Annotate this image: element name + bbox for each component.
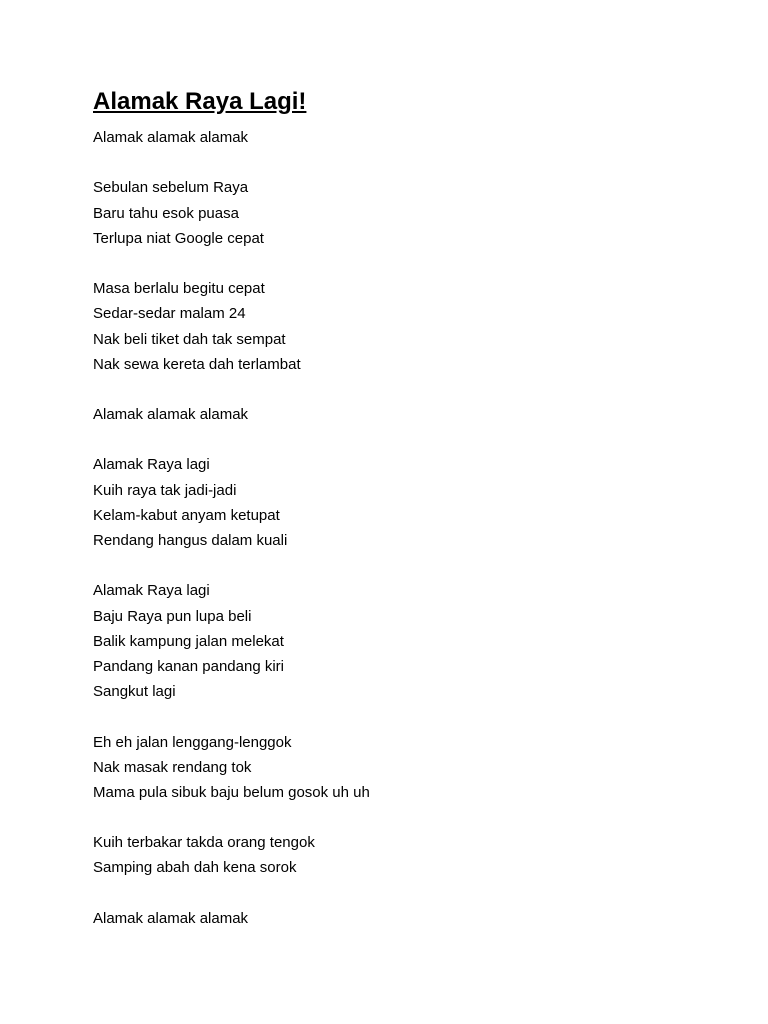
lyric-line: Baju Raya pun lupa beli	[93, 607, 252, 625]
lyric-line: Kuih raya tak jadi-jadi	[93, 481, 237, 499]
lyric-line: Alamak alamak alamak	[93, 909, 249, 927]
stanza	[93, 830, 733, 880]
stanza	[93, 276, 733, 377]
stanza	[93, 578, 733, 704]
lyric-line: Nak sewa kereta dah terlambat	[93, 355, 301, 373]
stanza	[93, 452, 733, 553]
lyric-line: Alamak Raya lagi	[93, 582, 210, 600]
stanza	[93, 730, 733, 806]
stanza	[93, 175, 733, 251]
lyric-line: Alamak alamak alamak	[93, 406, 249, 424]
lyric-line: Kuih terbakar takda orang tengok	[93, 834, 315, 852]
lyric-line: Alamak alamak alamak	[93, 129, 249, 146]
lyric-line: Eh eh jalan lenggang-lenggok	[93, 733, 292, 751]
lyrics-body	[93, 125, 733, 931]
lyric-line: Terlupa niat Google cepat	[93, 229, 264, 247]
lyric-line: Masa berlalu begitu cepat	[93, 280, 265, 298]
lyric-line: Mama pula sibuk baju belum gosok uh uh	[93, 783, 370, 801]
lyric-line: Sebulan sebelum Raya	[93, 179, 249, 197]
stanza	[93, 125, 733, 150]
lyric-line: Alamak Raya lagi	[93, 456, 210, 474]
lyric-line: Kelam-kabut anyam ketupat	[93, 506, 280, 524]
stanza	[93, 906, 733, 931]
lyric-line: Rendang hangus dalam kuali	[93, 532, 288, 549]
document-title: Alamak Raya Lagi!	[93, 88, 307, 115]
lyric-line: Balik kampung jalan melekat	[93, 632, 284, 650]
lyric-line: Pandang kanan pandang kiri	[93, 657, 284, 675]
stanza	[93, 402, 733, 427]
lyric-line: Samping abah dah kena sorok	[93, 859, 297, 877]
lyric-line: Nak masak rendang tok	[93, 758, 252, 776]
lyric-line: Nak beli tiket dah tak sempat	[93, 330, 286, 348]
lyric-line: Sangkut lagi	[93, 683, 176, 701]
lyric-line: Sedar-sedar malam 24	[93, 305, 246, 323]
document-page	[93, 84, 733, 956]
lyric-line: Baru tahu esok puasa	[93, 204, 239, 222]
